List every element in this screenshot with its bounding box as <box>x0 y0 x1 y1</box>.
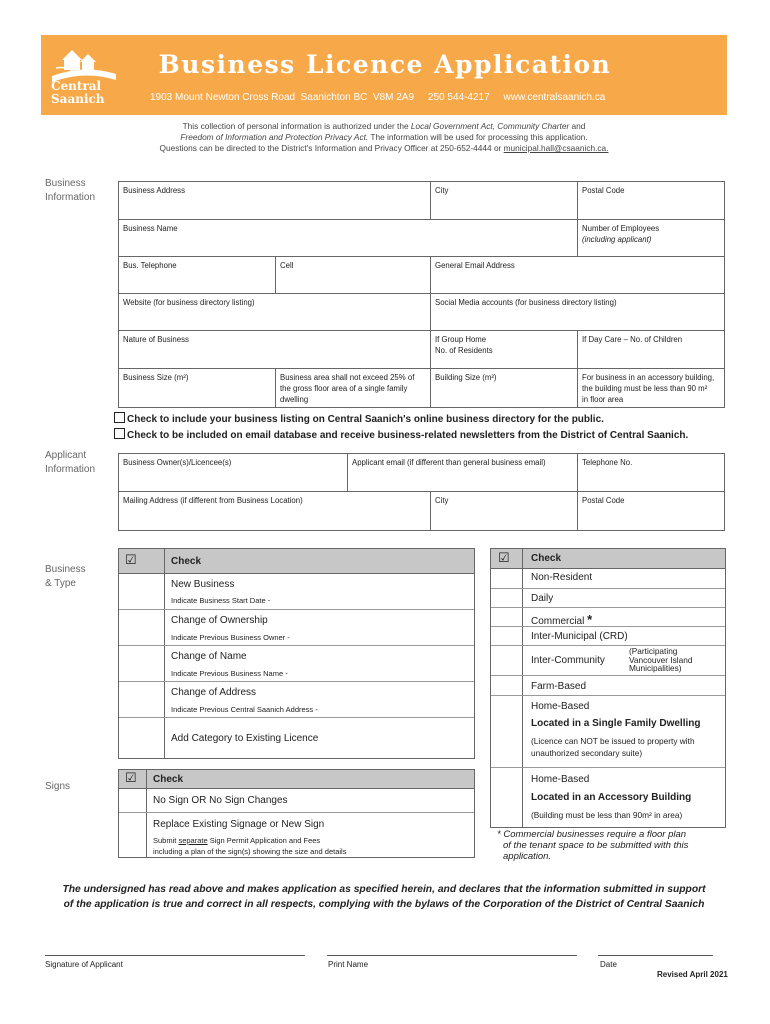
checkbox-checked-icon: ☑ <box>498 550 510 565</box>
applicant-email-field[interactable]: Applicant email (if different than general business email) <box>347 453 578 492</box>
central-saanich-logo <box>48 40 120 110</box>
newsletter-check[interactable]: Check to be included on email database and receive business-related newsletters from the District of Central Saanich. <box>114 428 688 441</box>
revision-date: Revised April 2021 <box>657 970 728 979</box>
option-inter-municipal[interactable]: Inter-Municipal (CRD) <box>491 626 725 645</box>
date-label: Date <box>600 960 617 969</box>
check-column-header: Check <box>153 774 184 785</box>
option-non-resident[interactable]: Non-Resident <box>531 572 593 583</box>
mailing-address-field[interactable]: Mailing Address (if different from Business Location) <box>118 491 431 531</box>
accessory-building-note: For business in an accessory building, the building must be less than 90 m² in floor area <box>577 368 725 408</box>
signs-panel <box>118 769 475 858</box>
option-new-business[interactable]: New Business Indicate Business Start Date - <box>171 579 271 605</box>
commercial-floor-plan-note: * Commercial businesses require a floor plan of the tenant space to be submitted with this application. <box>497 829 689 862</box>
section-applicant-information: Applicant Information <box>45 450 96 475</box>
building-size-field[interactable]: Building Size (m²) <box>430 368 578 408</box>
checkbox-icon[interactable] <box>114 412 125 423</box>
business-postal-code-field[interactable]: Postal Code <box>577 181 725 220</box>
business-size-note: Business area shall not exceed 25% of the gross floor area of a single family dwelling <box>275 368 431 408</box>
business-telephone-field[interactable]: Bus. Telephone <box>118 256 276 294</box>
license-type-panel-left <box>118 548 475 759</box>
general-email-field[interactable]: General Email Address <box>430 256 725 294</box>
option-inter-community[interactable]: Inter-Community (Participating Vancouver Island Municipalities) <box>491 645 725 675</box>
section-signs: Signs <box>45 781 71 792</box>
privacy-notice-line3: Questions can be directed to the District's Information and Privacy Officer at 250-652-4444 or municipal.hall@csaanich.ca. <box>159 143 609 153</box>
number-of-employees-field[interactable]: Number of Employees (including applicant) <box>577 219 725 257</box>
option-add-category[interactable]: Add Category to Existing Licence <box>119 717 474 758</box>
cell-field[interactable]: Cell <box>275 256 431 294</box>
signature-label: Signature of Applicant <box>45 960 123 969</box>
option-change-of-name[interactable]: Change of Name Indicate Previous Business Name - <box>119 645 474 681</box>
section-business-type: Business & Type <box>45 564 86 589</box>
option-daily[interactable]: Daily <box>491 588 725 607</box>
business-city-field[interactable]: City <box>430 181 578 220</box>
panel-header <box>491 549 725 569</box>
nature-of-business-field[interactable]: Nature of Business <box>118 330 431 369</box>
checkbox-icon[interactable] <box>114 428 125 439</box>
option-home-based-accessory[interactable]: Home-Based Located in an Accessory Building (Building must be less than 90m² in area) <box>491 767 725 827</box>
option-no-sign[interactable]: No Sign OR No Sign Changes <box>153 795 288 806</box>
page-title: Business Licence Application <box>158 50 612 79</box>
option-change-of-address[interactable]: Change of Address Indicate Previous Central Saanich Address - <box>119 681 474 717</box>
logo-text-saanich: Saanich <box>51 92 105 106</box>
checkbox-checked-icon: ☑ <box>125 770 137 785</box>
website-field[interactable]: Website (for business directory listing) <box>118 293 431 331</box>
option-home-based-dwelling[interactable]: Home-Based Located in a Single Family Dwelling (Licence can NOT be issued to property with unauthorized secondary suite) <box>491 695 725 767</box>
option-replace-signage[interactable]: Replace Existing Signage or New Sign Submit separate Sign Permit Application and Fees including a plan of the sign(s) showing the size and details <box>119 812 474 857</box>
option-commercial[interactable]: Commercial * <box>491 607 725 626</box>
section-business-information: Business Information <box>45 178 96 203</box>
business-owner-field[interactable]: Business Owner(s)/Licencee(s) <box>118 453 348 492</box>
social-media-field[interactable]: Social Media accounts (for business directory listing) <box>430 293 725 331</box>
day-care-children-field[interactable]: If Day Care – No. of Children <box>577 330 725 369</box>
business-size-field[interactable]: Business Size (m²) <box>118 368 276 408</box>
logo-text-central: Central <box>51 79 102 93</box>
option-farm-based[interactable]: Farm-Based <box>491 675 725 695</box>
privacy-notice-line1: This collection of personal information is authorized under the Local Government Act, Community Charter and <box>182 121 586 131</box>
contact-line: 1903 Mount Newton Cross Road Saanichton BC V8M 2A9 250 544-4217 www.centralsaanich.ca <box>150 92 606 103</box>
print-name-label: Print Name <box>328 960 369 969</box>
directory-listing-check[interactable]: Check to include your business listing on Central Saanich's online business directory for the public. <box>114 412 604 425</box>
business-name-field[interactable]: Business Name <box>118 219 578 257</box>
privacy-email-link[interactable]: municipal.hall@csaanich.ca. <box>503 143 609 153</box>
date-line[interactable] <box>598 955 713 956</box>
check-column-header: Check <box>171 556 202 567</box>
signature-line[interactable] <box>45 955 305 956</box>
business-address-field[interactable]: Business Address <box>118 181 431 220</box>
declaration-text: The undersigned has read above and makes application as specified herein, and declares that the information submitted in support of the application is true and correct in all respects, complying with the bylaws of the Corporation of the District of Central Saanich <box>62 884 706 910</box>
privacy-notice-line2: Freedom of Information and Protection Privacy Act. The information will be used for processing this application. <box>180 132 588 142</box>
checkbox-checked-icon: ☑ <box>125 552 137 567</box>
applicant-telephone-field[interactable]: Telephone No. <box>577 453 725 492</box>
applicant-postal-code-field[interactable]: Postal Code <box>577 491 725 531</box>
option-change-of-ownership[interactable]: Change of Ownership Indicate Previous Business Owner - <box>119 609 474 645</box>
check-column-header: Check <box>531 553 562 564</box>
print-name-line[interactable] <box>327 955 577 956</box>
license-type-panel-right <box>490 548 726 828</box>
applicant-city-field[interactable]: City <box>430 491 578 531</box>
group-home-residents-field[interactable]: If Group Home No. of Residents <box>430 330 578 369</box>
